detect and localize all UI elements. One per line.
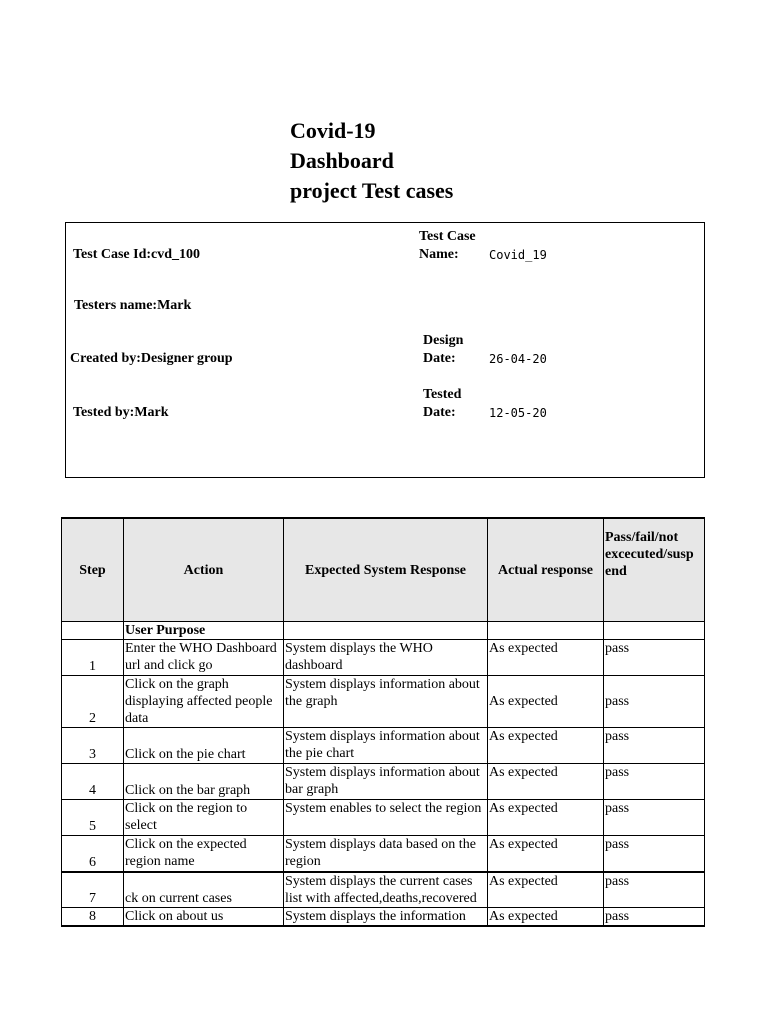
status-cell: pass — [604, 872, 705, 908]
test-case-name-label-2: Name: — [419, 247, 459, 262]
section-empty-cell — [284, 622, 488, 640]
test-case-name-label-1: Test Case — [419, 229, 476, 244]
action-cell: Click on the graph displaying affected people data — [124, 676, 284, 728]
header-status: Pass/fail/not excecuted/susp end — [604, 518, 705, 622]
section-empty-cell — [62, 622, 124, 640]
expected-cell: System displays information about bar graph — [284, 764, 488, 800]
table-row — [62, 800, 705, 836]
status-cell: pass — [604, 676, 705, 728]
action-cell: Click on about us — [124, 908, 284, 927]
test-case-id — [73, 246, 200, 264]
step-number: 4 — [62, 764, 124, 800]
expected-cell: System displays data based on the region — [284, 836, 488, 872]
step-number: 7 — [62, 872, 124, 908]
test-case-id-label: Test Case Id: — [73, 247, 152, 262]
table-row — [62, 676, 705, 728]
step-number: 3 — [62, 728, 124, 764]
document-title — [290, 116, 590, 206]
actual-cell: As expected — [488, 800, 604, 836]
step-number: 1 — [62, 640, 124, 676]
test-case-name-value: Covid_19 — [489, 248, 547, 262]
table-row — [62, 764, 705, 800]
testers-name-label: Testers name: — [74, 298, 158, 313]
design-date-value: 26-04-20 — [489, 352, 547, 366]
header-action: Action — [124, 518, 284, 622]
actual-cell: As expected — [488, 728, 604, 764]
table-row — [62, 836, 705, 872]
status-cell: pass — [604, 836, 705, 872]
title-line-2: Dashboard — [290, 148, 394, 173]
test-case-info-box — [65, 222, 705, 478]
status-cell: pass — [604, 640, 705, 676]
action-cell: Click on the bar graph — [124, 764, 284, 800]
section-label: User Purpose — [124, 622, 284, 640]
tested-date-label-2: Date: — [423, 405, 456, 420]
status-cell: pass — [604, 728, 705, 764]
expected-cell: System displays the WHO dashboard — [284, 640, 488, 676]
tested-by — [73, 404, 169, 422]
tested-by-value: Mark — [134, 405, 169, 420]
action-cell: Click on the expected region name — [124, 836, 284, 872]
table-row — [62, 872, 705, 908]
actual-cell: As expected — [488, 676, 604, 728]
tested-date-value: 12-05-20 — [489, 406, 547, 420]
test-case-id-value: cvd_100 — [151, 247, 201, 262]
title-line-3: project Test cases — [290, 178, 454, 203]
title-line-1: Covid-19 — [290, 118, 376, 143]
expected-cell: System displays information about the pie chart — [284, 728, 488, 764]
action-cell: Click on the region to select — [124, 800, 284, 836]
status-cell: pass — [604, 800, 705, 836]
step-number: 6 — [62, 836, 124, 872]
tested-by-label: Tested by: — [73, 405, 135, 420]
step-number: 8 — [62, 908, 124, 927]
actual-cell: As expected — [488, 764, 604, 800]
expected-cell: System displays the current cases list with affected,deaths,recovered — [284, 872, 488, 908]
design-date-label-2: Date: — [423, 351, 456, 366]
tested-date-label-1: Tested — [423, 387, 462, 402]
table-row — [62, 640, 705, 676]
section-row — [62, 622, 705, 640]
action-cell: Enter the WHO Dashboard url and click go — [124, 640, 284, 676]
action-cell: Click on the pie chart — [124, 728, 284, 764]
created-by — [70, 350, 233, 368]
created-by-value: Designer group — [140, 351, 233, 366]
table-row — [62, 908, 705, 927]
expected-cell: System displays the information — [284, 908, 488, 927]
table-row — [62, 728, 705, 764]
header-actual-response: Actual response — [488, 518, 604, 622]
step-number: 2 — [62, 676, 124, 728]
header-step: Step — [62, 518, 124, 622]
actual-cell: As expected — [488, 908, 604, 927]
design-date-label-1: Design — [423, 333, 464, 348]
section-empty-cell — [604, 622, 705, 640]
actual-cell: As expected — [488, 872, 604, 908]
status-cell: pass — [604, 764, 705, 800]
expected-cell: System displays information about the graph — [284, 676, 488, 728]
section-empty-cell — [488, 622, 604, 640]
status-cell: pass — [604, 908, 705, 927]
actual-cell: As expected — [488, 640, 604, 676]
created-by-label: Created by: — [70, 351, 141, 366]
testers-name-value: Mark — [157, 298, 192, 313]
actual-cell: As expected — [488, 836, 604, 872]
action-cell: ck on current cases — [124, 872, 284, 908]
header-expected-response: Expected System Response — [284, 518, 488, 622]
testers-name — [74, 297, 191, 315]
step-number: 5 — [62, 800, 124, 836]
expected-cell: System enables to select the region — [284, 800, 488, 836]
test-cases-table — [61, 517, 705, 927]
table-header-row — [62, 518, 705, 622]
